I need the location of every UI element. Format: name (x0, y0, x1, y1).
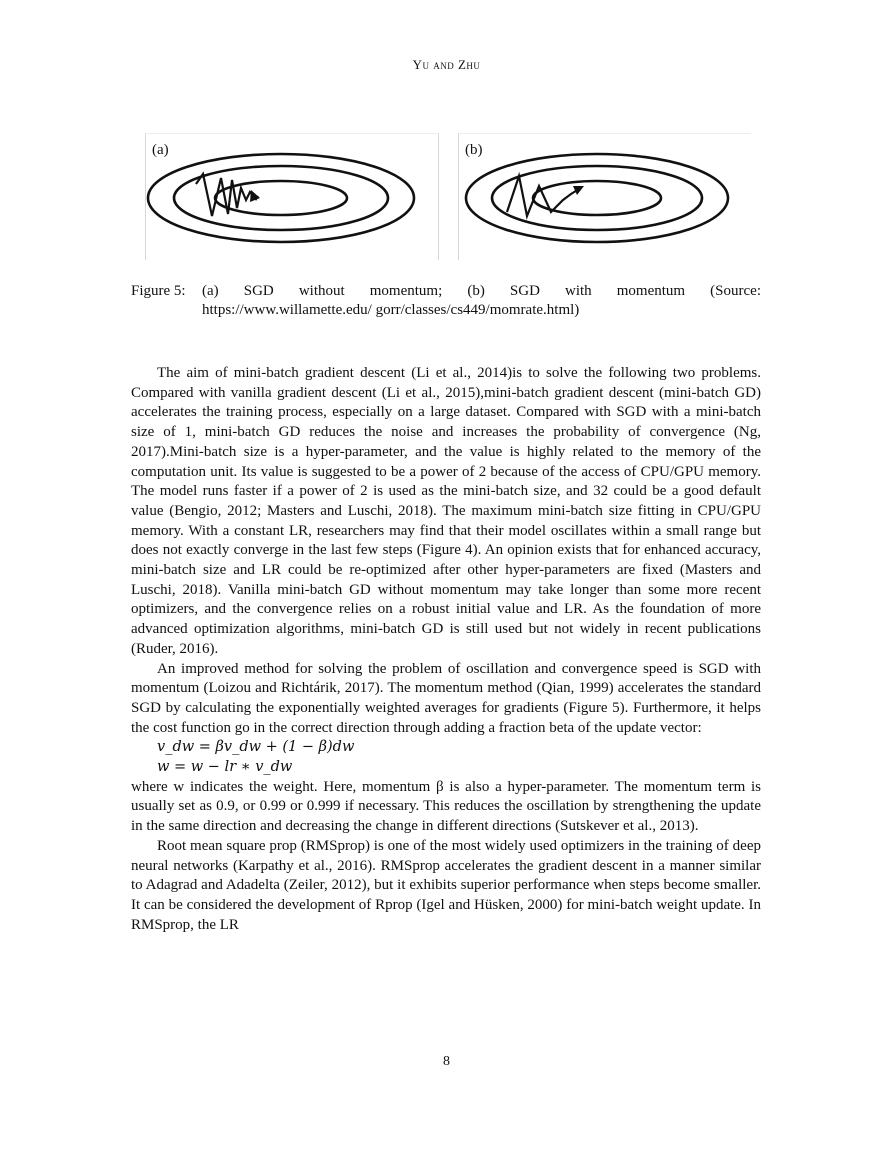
figure (145, 133, 755, 261)
path-arrowhead-a (250, 190, 260, 202)
page-number: 8 (443, 1054, 450, 1069)
equation-weight-update: w = w − lr ∗ v_dw (157, 759, 293, 776)
caption-text-line1: (a) SGD without momentum; (b) SGD with momentum (Source: (202, 283, 761, 299)
paragraph-momentum-term: where w indicates the weight. Here, momentum β is also a hyper-parameter. The momentum term is usually set as 0.9, or 0.99 or 0.999 if necessary. This reduces the oscillation by strengthening the update in the same direction and decreasing the change in different directions (Sutskever et al., 2013). (131, 778, 761, 835)
equation-velocity: v_dw = βv_dw + (1 − β)dw (157, 739, 355, 756)
contour-plot-b (459, 134, 751, 260)
caption-text-line2: https://www.willamette.edu/ gorr/classes/cs449/momrate.html) (202, 302, 580, 318)
figure-panel-a (145, 133, 439, 260)
panel-label-a: (a) (152, 142, 169, 158)
panel-label-b: (b) (465, 142, 483, 158)
figure-caption (131, 282, 761, 320)
sgd-path-no-momentum (196, 174, 258, 216)
running-head: Yu and Zhu (412, 57, 481, 72)
figure-panel-b (458, 133, 751, 260)
caption-label: Figure 5: (131, 283, 186, 299)
paragraph-rmsprop: Root mean square prop (RMSprop) is one of the most widely used optimizers in the training of deep neural networks (Karpathy et al., 2016). RMSprop accelerates the gradient descent in a manner similar to Adagrad and Adadelta (Zeiler, 2012), but it exhibits superior performance when steps become smaller. It can be considered the development of Rprop (Igel and Hüsken, 2000) for mini-batch weight update. In RMSprop, the LR (131, 837, 761, 933)
contour-plot-a (146, 134, 438, 260)
paragraph-mini-batch: The aim of mini-batch gradient descent (Li et al., 2014)is to solve the following two problems. Compared with vanilla gradient descent (Li et al., 2015),mini-batch gradient descent (mini-batch GD) accelerates the training process, especially on a large dataset. Compared with SGD with a mini-batch size of 1, mini-batch GD reduces the noise and increases the probability of convergence (Ng, 2017).Mini-batch size is a hyper-parameter, and the value is highly related to the memory of the computation unit. Its value is suggested to be a power of 2 because of the access of CPU/GPU memory. The model runs faster if a power of 2 is used as the mini-batch size, and 32 could be a good default value (Bengio, 2012; Masters and Luschi, 2018). The maximum mini-batch size fitting in CPU/GPU memory. With a constant LR, researchers may find that their model oscillates within a small range but does not exactly converge in the last few steps (Figure 4). An opinion exists that for enhanced accuracy, mini-batch size and LR could be re-optimized after other hyper-parameters are fixed (Masters and Luschi, 2018). Vanilla mini-batch GD without momentum may take longer than some more recent optimizers, and the convergence relies on a robust initial value and LR. As the foundation of more advanced optimization algorithms, mini-batch GD is still used but not widely in recent publications (Ruder, 2016). (131, 365, 761, 657)
contour-ellipse-middle (174, 166, 388, 230)
body-text (131, 364, 761, 935)
paragraph-momentum: An improved method for solving the problem of oscillation and convergence speed is SGD with momentum (Loizou and Richtárik, 2017). The momentum method (Qian, 1999) accelerates the standard SGD by calculating the exponentially weighted averages for gradients (Figure 5). Furthermore, it helps the cost function go in the correct direction through adding a fraction beta of the update vector: (131, 660, 761, 736)
